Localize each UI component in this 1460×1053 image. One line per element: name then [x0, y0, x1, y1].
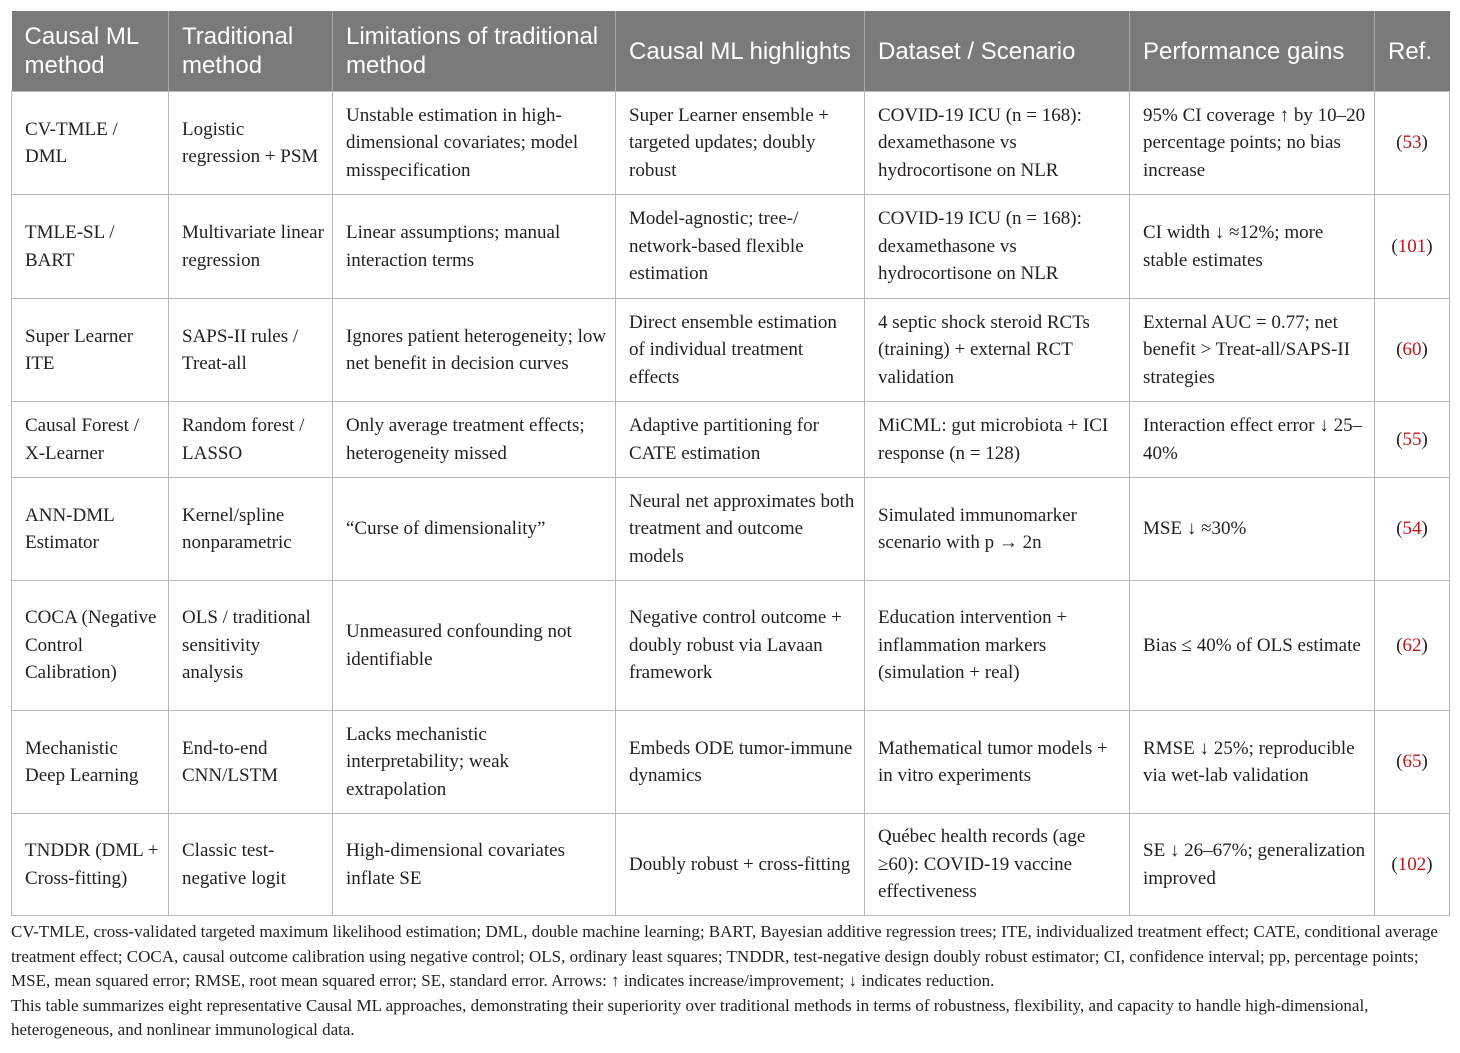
cell-highlights: Super Learner ensemble + targeted updates; doubly robust	[616, 92, 865, 195]
header-gains: Performance gains	[1130, 11, 1375, 92]
header-ref: Ref.	[1375, 11, 1450, 92]
cell-highlights: Neural net approximates both treatment and outcome models	[616, 478, 865, 581]
cell-dataset: Simulated immunomarker scenario with p → 2n	[865, 478, 1130, 581]
ref-link[interactable]: 55	[1402, 428, 1422, 450]
header-highlights: Causal ML highlights	[616, 11, 865, 92]
cell-method: Super Learner ITE	[12, 299, 169, 402]
cell-method: CV-TMLE / DML	[12, 92, 169, 195]
cell-ref: (62)	[1375, 581, 1450, 711]
table-row	[12, 581, 1450, 711]
table-footnotes	[11, 920, 1449, 1043]
summary-note: This table summarizes eight representative Causal ML approaches, demonstrating their superiority over traditional methods in terms of robustness, flexibility, and capacity to handle high-dimensional, heterogeneous, and nonlinear immunological data.	[11, 995, 1369, 1039]
cell-highlights: Doubly robust + cross-fitting	[616, 814, 865, 916]
cell-method: TMLE-SL / BART	[12, 195, 169, 299]
header-method: Causal ML method	[12, 11, 169, 92]
cell-gains: Bias ≤ 40% of OLS estimate	[1130, 581, 1375, 711]
cell-method: COCA (Negative Control Calibration)	[12, 581, 169, 711]
cell-limitations: “Curse of dimensionality”	[333, 478, 616, 581]
cell-gains: SE ↓ 26–67%; generalization improved	[1130, 814, 1375, 916]
cell-method: Mechanistic Deep Learning	[12, 711, 169, 814]
table-row	[12, 299, 1450, 402]
cell-gains: Interaction effect error ↓ 25–40%	[1130, 402, 1375, 478]
cell-ref: (101)	[1375, 195, 1450, 299]
cell-method: TNDDR (DML + Cross-fitting)	[12, 814, 169, 916]
header-limitations: Limitations of traditional method	[333, 11, 616, 92]
cell-dataset: Education intervention + inflammation markers (simulation + real)	[865, 581, 1130, 711]
cell-limitations: High-dimensional covariates inflate SE	[333, 814, 616, 916]
cell-traditional: Logistic regression + PSM	[169, 92, 333, 195]
ref-link[interactable]: 101	[1397, 235, 1427, 257]
ref-link[interactable]: 65	[1402, 751, 1422, 773]
cell-gains: External AUC = 0.77; net benefit > Treat-all/SAPS-II strategies	[1130, 299, 1375, 402]
cell-gains: RMSE ↓ 25%; reproducible via wet-lab validation	[1130, 711, 1375, 814]
table-row	[12, 195, 1450, 299]
table-row	[12, 478, 1450, 581]
ref-link[interactable]: 102	[1397, 853, 1427, 875]
cell-dataset: COVID-19 ICU (n = 168): dexamethasone vs hydrocortisone on NLR	[865, 92, 1130, 195]
cell-traditional: End-to-end CNN/LSTM	[169, 711, 333, 814]
cell-dataset: Mathematical tumor models + in vitro experiments	[865, 711, 1130, 814]
cell-method: ANN-DML Estimator	[12, 478, 169, 581]
cell-ref: (53)	[1375, 92, 1450, 195]
cell-limitations: Unmeasured confounding not identifiable	[333, 581, 616, 711]
cell-ref: (60)	[1375, 299, 1450, 402]
cell-limitations: Only average treatment effects; heterogeneity missed	[333, 402, 616, 478]
cell-traditional: Multivariate linear regression	[169, 195, 333, 299]
cell-highlights: Embeds ODE tumor-immune dynamics	[616, 711, 865, 814]
cell-traditional: SAPS-II rules / Treat-all	[169, 299, 333, 402]
header-dataset: Dataset / Scenario	[865, 11, 1130, 92]
cell-traditional: Classic test-negative logit	[169, 814, 333, 916]
cell-highlights: Negative control outcome + doubly robust via Lavaan framework	[616, 581, 865, 711]
ref-link[interactable]: 60	[1402, 339, 1422, 361]
cell-highlights: Model-agnostic; tree-/ network-based flexible estimation	[616, 195, 865, 299]
cell-ref: (65)	[1375, 711, 1450, 814]
cell-gains: CI width ↓ ≈12%; more stable estimates	[1130, 195, 1375, 299]
table-container	[11, 11, 1449, 916]
cell-traditional: Random forest / LASSO	[169, 402, 333, 478]
cell-dataset: 4 septic shock steroid RCTs (training) + external RCT validation	[865, 299, 1130, 402]
ref-link[interactable]: 53	[1402, 132, 1422, 154]
table-row	[12, 92, 1450, 195]
cell-gains: MSE ↓ ≈30%	[1130, 478, 1375, 581]
cell-ref: (55)	[1375, 402, 1450, 478]
cell-traditional: OLS / traditional sensitivity analysis	[169, 581, 333, 711]
cell-limitations: Ignores patient heterogeneity; low net benefit in decision curves	[333, 299, 616, 402]
cell-dataset: COVID-19 ICU (n = 168): dexamethasone vs hydrocortisone on NLR	[865, 195, 1130, 299]
ref-link[interactable]: 54	[1402, 518, 1422, 540]
cell-gains: 95% CI coverage ↑ by 10–20 percentage points; no bias increase	[1130, 92, 1375, 195]
table-row	[12, 402, 1450, 478]
table-row	[12, 711, 1450, 814]
cell-ref: (102)	[1375, 814, 1450, 916]
header-traditional: Traditional method	[169, 11, 333, 92]
cell-limitations: Unstable estimation in high-dimensional covariates; model misspecification	[333, 92, 616, 195]
cell-highlights: Adaptive partitioning for CATE estimation	[616, 402, 865, 478]
cell-limitations: Linear assumptions; manual interaction terms	[333, 195, 616, 299]
cell-dataset: MiCML: gut microbiota + ICI response (n = 128)	[865, 402, 1130, 478]
cell-highlights: Direct ensemble estimation of individual treatment effects	[616, 299, 865, 402]
cell-ref: (54)	[1375, 478, 1450, 581]
abbreviations-note: CV-TMLE, cross-validated targeted maximum likelihood estimation; DML, double machine learning; BART, Bayesian additive regression trees; ITE, individualized treatment effect; CATE, conditional average treatment effect; COCA, causal outcome calibration using negative control; OLS, ordinary least squares; TNDDR, test-negative design doubly robust estimator; CI, confidence interval; pp, percentage points; MSE, mean squared error; RMSE, root mean squared error; SE, standard error. Arrows: ↑ indicates increase/improvement; ↓ indicates reduction.	[11, 922, 1438, 990]
ref-link[interactable]: 62	[1402, 634, 1422, 656]
table-row	[12, 814, 1450, 916]
cell-dataset: Québec health records (age ≥60): COVID-19 vaccine effectiveness	[865, 814, 1130, 916]
cell-traditional: Kernel/spline nonparametric	[169, 478, 333, 581]
header-row	[12, 11, 1450, 92]
cell-limitations: Lacks mechanistic interpretability; weak extrapolation	[333, 711, 616, 814]
causal-ml-table	[11, 11, 1450, 916]
cell-method: Causal Forest / X-Learner	[12, 402, 169, 478]
